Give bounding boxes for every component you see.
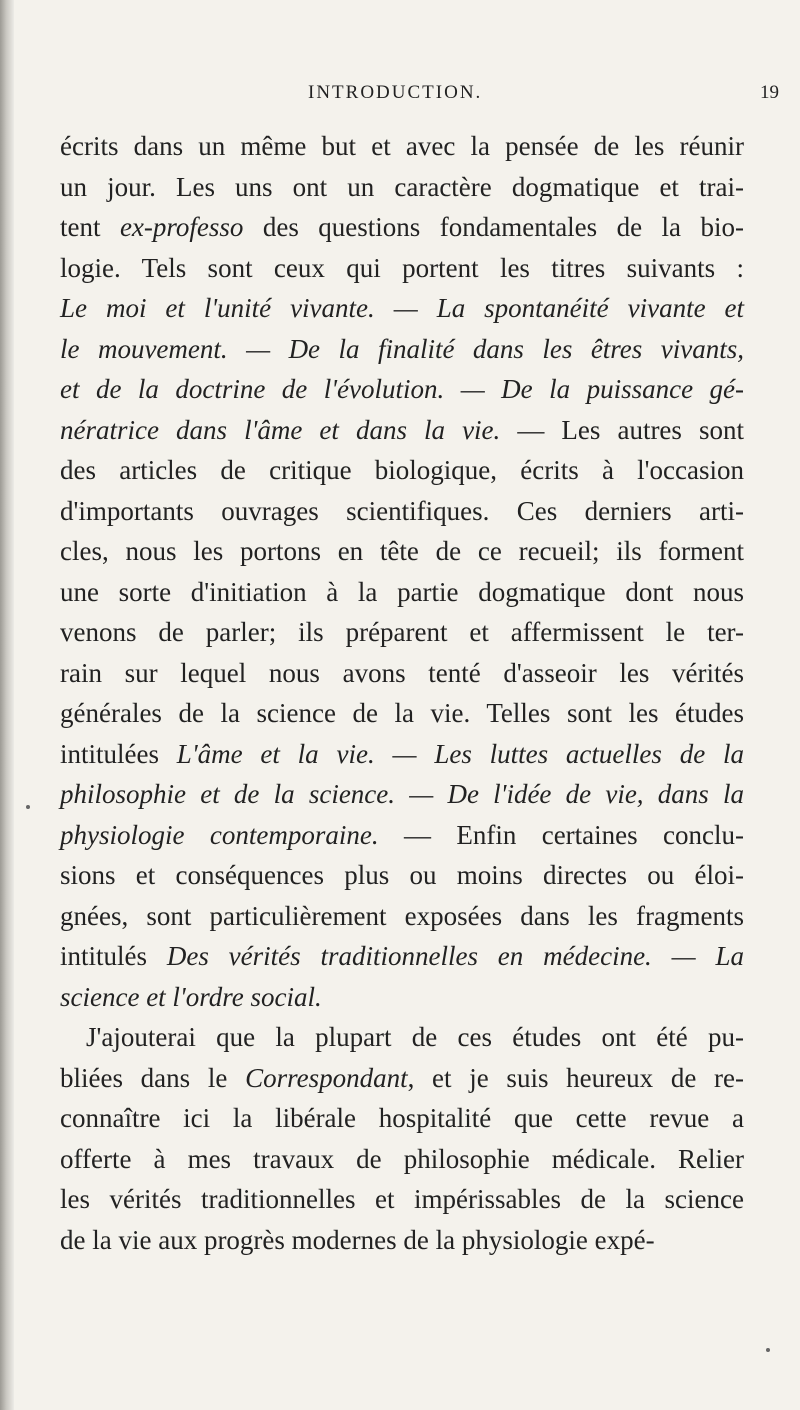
text-run: intitulées xyxy=(60,738,177,769)
italic-text: le mouvement. — De la finalité dans les êtres vivants, xyxy=(60,333,744,364)
text-run: intitulés xyxy=(60,941,167,971)
text-line xyxy=(60,1179,744,1220)
text-line xyxy=(60,1098,744,1139)
text-line xyxy=(60,1017,744,1058)
text-run: cles, nous les portons en tête de ce recueil; ils forment xyxy=(60,536,744,566)
text-run: offerte à mes travaux de philosophie médicale. Relier xyxy=(60,1143,744,1174)
text-line xyxy=(60,734,744,775)
italic-text: ex-professo xyxy=(119,212,244,242)
text-run: bliées dans le xyxy=(60,1062,246,1093)
italic-text: L'âme et la vie. — Les luttes actuelles de la xyxy=(176,738,744,769)
text-line xyxy=(60,288,744,329)
page-speck xyxy=(766,1348,770,1352)
page-header xyxy=(0,82,800,112)
italic-text: nératrice dans l'âme et dans la vie. xyxy=(60,414,501,445)
text-line xyxy=(60,936,744,977)
text-run: — Les autres sont xyxy=(500,414,744,445)
text-line xyxy=(60,531,744,572)
text-line xyxy=(60,410,744,451)
text-line xyxy=(60,572,744,613)
text-run: un jour. Les uns ont un caractère dogmatique et trai- xyxy=(60,171,744,202)
running-head: INTRODUCTION. xyxy=(308,82,483,103)
italic-text: physiologie contemporaine. xyxy=(60,819,379,850)
text-run: rain sur lequel nous avons tenté d'asseoir les vérités xyxy=(60,657,744,688)
text-line xyxy=(60,977,744,1018)
text-run: tent xyxy=(60,212,120,242)
text-line xyxy=(60,815,744,856)
text-line xyxy=(60,693,744,734)
text-line xyxy=(60,248,744,289)
text-line xyxy=(60,491,744,532)
italic-text: Le moi et l'unité vivante. — La spontanéité vivante et xyxy=(60,293,744,323)
text-run: écrits dans un même but et avec la pensée de les réunir xyxy=(60,131,744,161)
text-run: une sorte d'initiation à la partie dogmatique dont nous xyxy=(60,576,744,607)
text-run: gnées, sont particulièrement exposées dans les fragments xyxy=(60,900,744,931)
text-line xyxy=(60,1058,744,1099)
page-edge-shadow xyxy=(0,0,14,1410)
text-run: sions et conséquences plus ou moins directes ou éloi- xyxy=(60,860,744,890)
text-line xyxy=(60,653,744,694)
italic-text: et de la doctrine de l'évolution. — De la puissance gé- xyxy=(60,374,744,404)
text-run: les vérités traditionnelles et impérissables de la science xyxy=(60,1184,744,1214)
text-run: des questions fondamentales de la bio- xyxy=(243,212,744,242)
italic-text: Correspondant xyxy=(245,1062,408,1093)
text-line xyxy=(60,329,744,370)
text-run: venons de parler; ils préparent et affermissent le ter- xyxy=(60,617,744,647)
text-line xyxy=(60,1220,744,1261)
italic-text: philosophie et de la science. — De l'idée de vie, dans la xyxy=(60,779,744,809)
page-number: 19 xyxy=(760,82,779,103)
text-line xyxy=(60,855,744,896)
body-text xyxy=(60,126,744,1260)
text-run: logie. Tels sont ceux qui portent les titres suivants : xyxy=(60,252,744,283)
text-line xyxy=(60,167,744,208)
text-run: d'importants ouvrages scientifiques. Ces derniers arti- xyxy=(60,495,744,526)
text-line xyxy=(60,896,744,937)
text-run: — Enfin certaines conclu- xyxy=(378,819,744,850)
italic-text: science et l'ordre social. xyxy=(60,981,322,1012)
text-run: générales de la science de la vie. Telles sont les études xyxy=(60,698,744,728)
text-line xyxy=(60,1139,744,1180)
text-run: des articles de critique biologique, écrits à l'occasion xyxy=(60,455,744,485)
text-line xyxy=(60,450,744,491)
text-line xyxy=(60,369,744,410)
margin-speck xyxy=(26,805,30,809)
text-run: J'ajouterai que la plupart de ces études ont été pu- xyxy=(86,1022,744,1052)
text-line xyxy=(60,207,744,248)
italic-text: Des vérités traditionnelles en médecine. — La xyxy=(166,941,744,971)
text-line xyxy=(60,126,744,167)
text-run: connaître ici la libérale hospitalité que cette revue a xyxy=(60,1103,744,1133)
text-line xyxy=(60,612,744,653)
text-run: , et je suis heureux de re- xyxy=(407,1062,744,1093)
text-line xyxy=(60,774,744,815)
text-run: de la vie aux progrès modernes de la physiologie expé- xyxy=(60,1224,655,1255)
